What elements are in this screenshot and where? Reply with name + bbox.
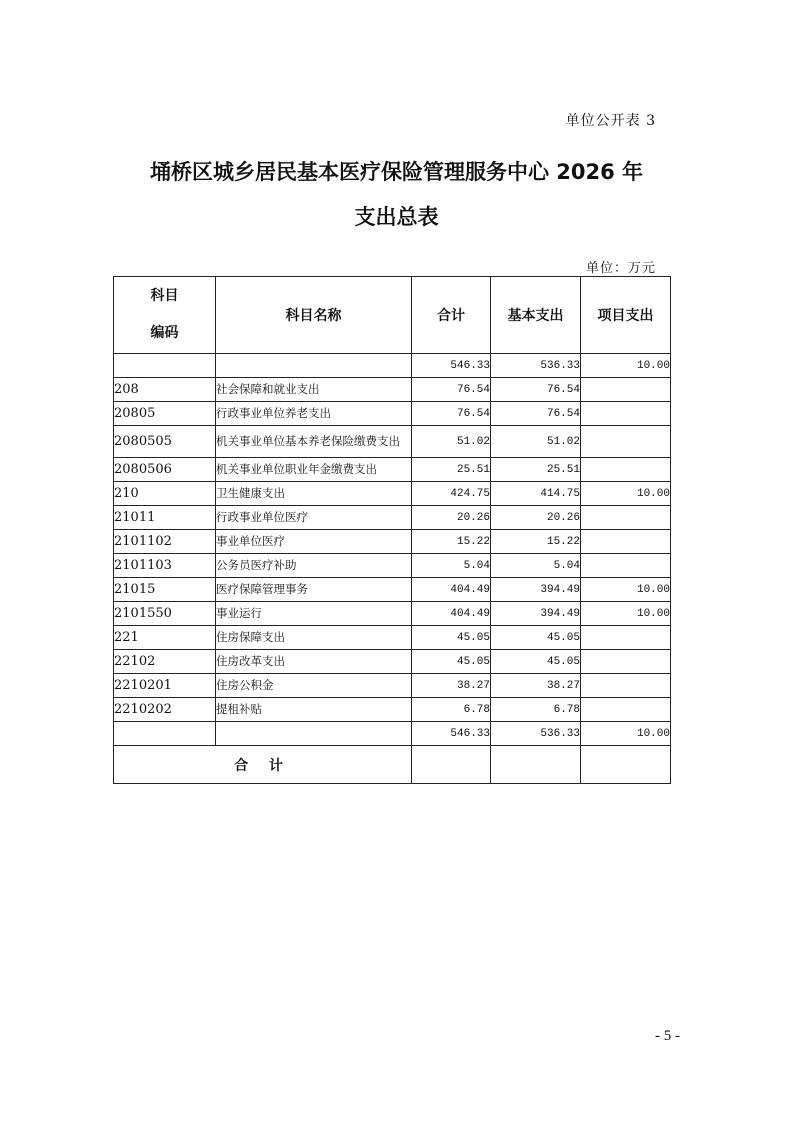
cell-code: 2101550: [114, 602, 216, 626]
cell-total: 5.04: [412, 554, 491, 578]
cell-total: 15.22: [412, 530, 491, 554]
cell-name: 医疗保障管理事务: [216, 578, 412, 602]
cell-project: [581, 626, 671, 650]
cell-name: 社会保障和就业支出: [216, 378, 412, 402]
grand-total-project-cell: [581, 746, 671, 784]
cell-name: 行政事业单位医疗: [216, 506, 412, 530]
document-subtitle: 支出总表: [354, 205, 439, 229]
cell-project: [581, 402, 671, 426]
cell-total: 546.33: [412, 722, 491, 746]
cell-total: 76.54: [412, 378, 491, 402]
cell-project: [581, 650, 671, 674]
cell-total: 6.78: [412, 698, 491, 722]
cell-project: [581, 698, 671, 722]
cell-project: [581, 426, 671, 458]
cell-code: 210: [114, 482, 216, 506]
cell-basic: 45.05: [491, 626, 581, 650]
footer-sum-row: [114, 722, 671, 746]
grand-total-basic-cell: [491, 746, 581, 784]
cell-name: 住房保障支出: [216, 626, 412, 650]
header-total: 合计: [412, 277, 491, 354]
cell-name: 机关事业单位职业年金缴费支出: [216, 458, 412, 482]
cell-project: [581, 554, 671, 578]
cell-name: 事业单位医疗: [216, 530, 412, 554]
cell-name: 提租补贴: [216, 698, 412, 722]
cell-project: 10.00: [581, 354, 671, 378]
cell-code: 2210201: [114, 674, 216, 698]
page-number: - 5 -: [655, 1028, 680, 1044]
cell-basic: 394.49: [491, 578, 581, 602]
grand-total-row: [114, 746, 671, 784]
cell-name: 事业运行: [216, 602, 412, 626]
cell-code: 22102: [114, 650, 216, 674]
cell-basic: 25.51: [491, 458, 581, 482]
cell-total: 38.27: [412, 674, 491, 698]
cell-code: 2101103: [114, 554, 216, 578]
cell-code: 2080506: [114, 458, 216, 482]
cell-name: 机关事业单位基本养老保险缴费支出: [216, 426, 412, 458]
cell-basic: 76.54: [491, 402, 581, 426]
table-row: [114, 626, 671, 650]
header-subject-name: 科目名称: [216, 277, 412, 354]
cell-code: 2210202: [114, 698, 216, 722]
cell-total: 546.33: [412, 354, 491, 378]
summary-row: [114, 354, 671, 378]
cell-project: [581, 458, 671, 482]
table-row: [114, 426, 671, 458]
cell-basic: 6.78: [491, 698, 581, 722]
cell-project: [581, 530, 671, 554]
table-row: [114, 578, 671, 602]
cell-basic: 76.54: [491, 378, 581, 402]
cell-code: 21011: [114, 506, 216, 530]
cell-basic: 51.02: [491, 426, 581, 458]
cell-basic: 414.75: [491, 482, 581, 506]
cell-total: 404.49: [412, 578, 491, 602]
cell-project: [581, 506, 671, 530]
table-row: [114, 674, 671, 698]
cell-total: 76.54: [412, 402, 491, 426]
table-row: [114, 554, 671, 578]
table-row: [114, 482, 671, 506]
table-row: [114, 378, 671, 402]
cell-name: [216, 722, 412, 746]
grand-total-label: 合 计: [114, 746, 412, 784]
header-code-line2: 编码: [150, 325, 179, 341]
cell-name: 住房改革支出: [216, 650, 412, 674]
cell-project: 10.00: [581, 602, 671, 626]
cell-basic: 20.26: [491, 506, 581, 530]
cell-total: 424.75: [412, 482, 491, 506]
table-row: [114, 458, 671, 482]
cell-name: [216, 354, 412, 378]
table-header-row: [114, 277, 671, 354]
cell-total: 404.49: [412, 602, 491, 626]
cell-name: 卫生健康支出: [216, 482, 412, 506]
cell-total: 20.26: [412, 506, 491, 530]
table-number-label: 单位公开表 3: [565, 113, 656, 129]
unit-label: 单位：万元: [585, 261, 656, 276]
cell-code: 2080505: [114, 426, 216, 458]
table-row: [114, 602, 671, 626]
cell-basic: 15.22: [491, 530, 581, 554]
header-subject-code: [114, 277, 216, 354]
cell-basic: 45.05: [491, 650, 581, 674]
cell-project: 10.00: [581, 482, 671, 506]
table-row: [114, 698, 671, 722]
cell-project: 10.00: [581, 722, 671, 746]
cell-code: 20805: [114, 402, 216, 426]
table-row: [114, 506, 671, 530]
cell-code: 208: [114, 378, 216, 402]
cell-basic: 38.27: [491, 674, 581, 698]
cell-project: [581, 378, 671, 402]
header-code-line1: 科目: [150, 288, 179, 305]
cell-name: 公务员医疗补助: [216, 554, 412, 578]
document-title: 埇桥区城乡居民基本医疗保险管理服务中心 2026 年: [149, 160, 644, 184]
cell-code: 21015: [114, 578, 216, 602]
cell-total: 45.05: [412, 650, 491, 674]
cell-total: 45.05: [412, 626, 491, 650]
cell-project: [581, 674, 671, 698]
cell-total: 25.51: [412, 458, 491, 482]
cell-code: 2101102: [114, 530, 216, 554]
header-project-expenditure: 项目支出: [581, 277, 671, 354]
cell-basic: 394.49: [491, 602, 581, 626]
table-row: [114, 530, 671, 554]
table-row: [114, 402, 671, 426]
cell-basic: 536.33: [491, 354, 581, 378]
cell-name: 住房公积金: [216, 674, 412, 698]
cell-basic: 536.33: [491, 722, 581, 746]
cell-total: 51.02: [412, 426, 491, 458]
grand-total-total-cell: [412, 746, 491, 784]
header-basic-expenditure: 基本支出: [491, 277, 581, 354]
cell-code: 221: [114, 626, 216, 650]
table-row: [114, 650, 671, 674]
cell-name: 行政事业单位养老支出: [216, 402, 412, 426]
cell-code: [114, 354, 216, 378]
cell-code: [114, 722, 216, 746]
cell-basic: 5.04: [491, 554, 581, 578]
cell-project: 10.00: [581, 578, 671, 602]
expenditure-summary-table: [113, 276, 671, 784]
